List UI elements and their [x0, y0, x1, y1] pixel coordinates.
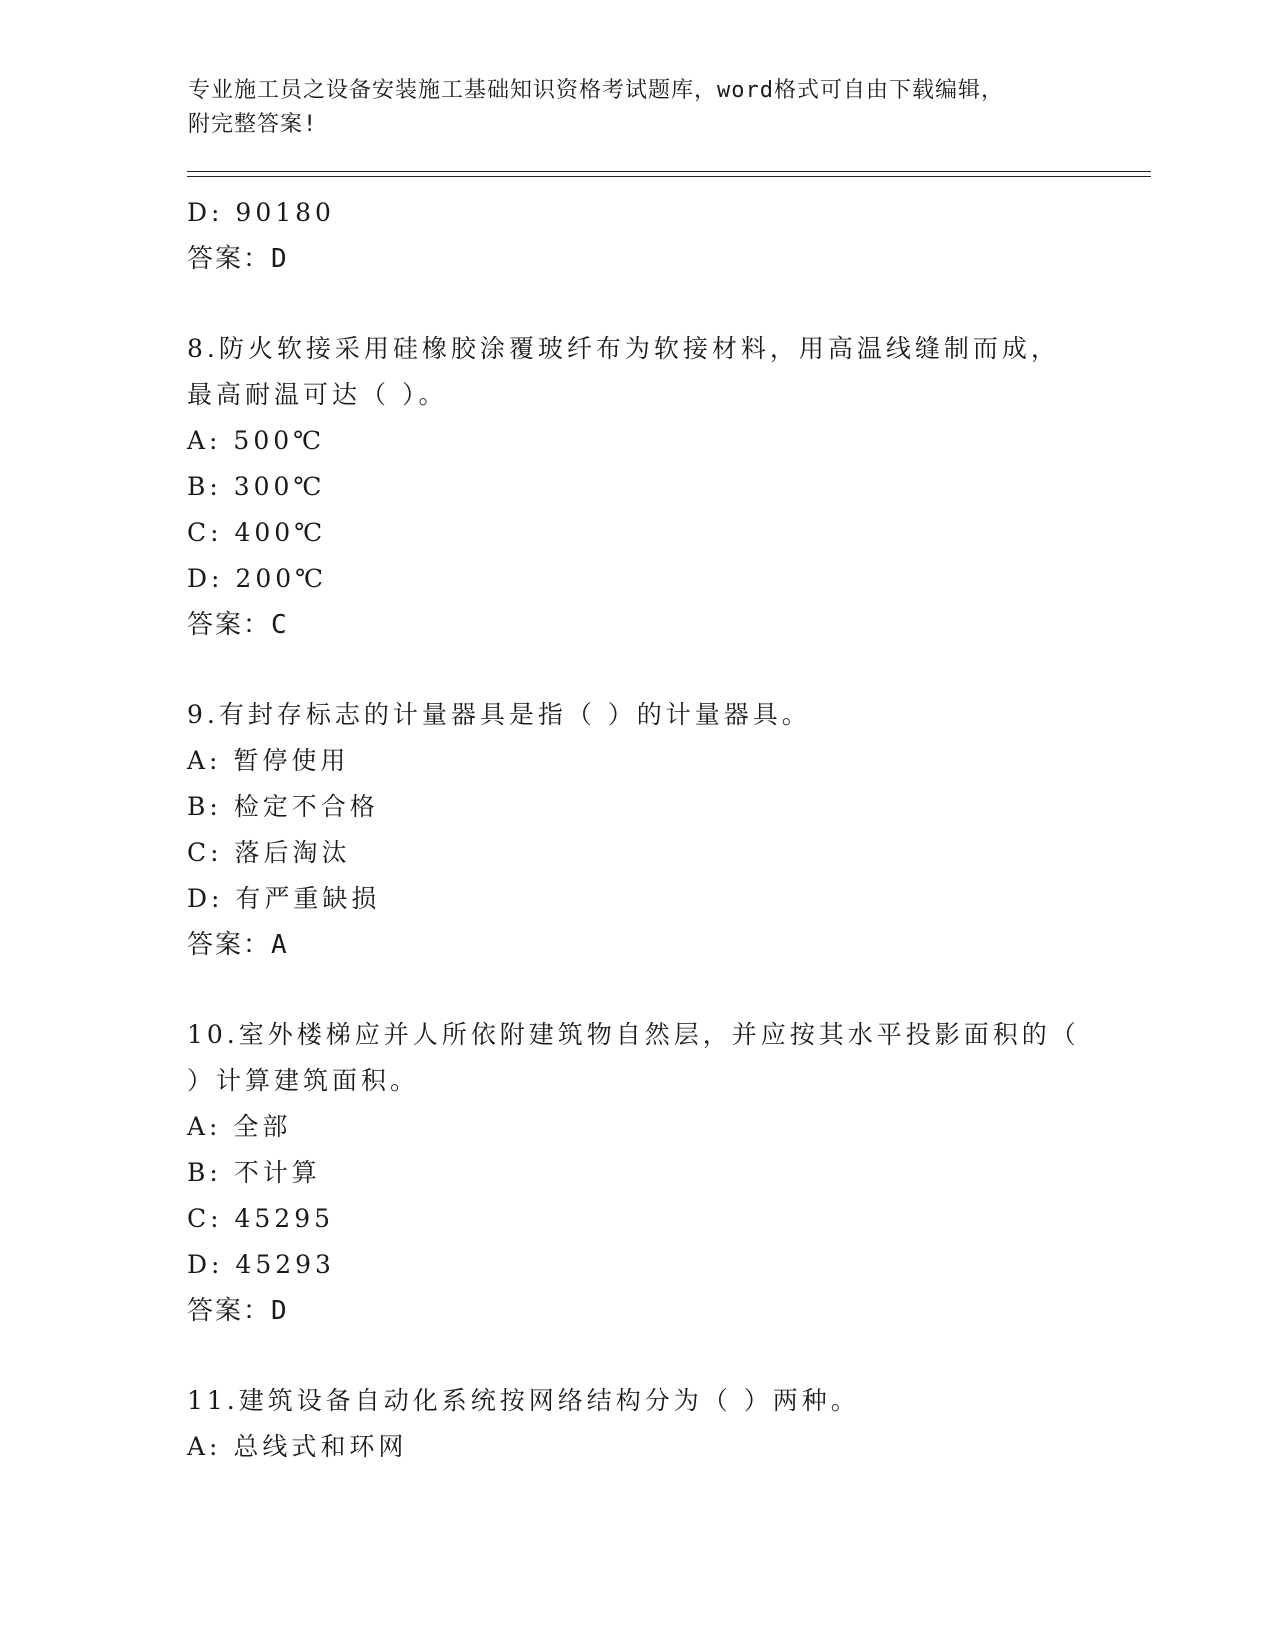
option-d: D: 90180 — [187, 198, 335, 227]
option-b: B: 检定不合格 — [187, 792, 379, 821]
answer: 答案：C — [187, 610, 289, 640]
answer: 答案：A — [187, 930, 289, 960]
header-rule-top — [187, 171, 1151, 172]
option-d: D: 有严重缺损 — [187, 884, 381, 913]
option-c: C: 落后淘汰 — [187, 838, 351, 867]
answer: 答案：D — [187, 244, 289, 274]
header-line-2: 附完整答案! — [188, 112, 318, 137]
question-text-line-2: ）计算建筑面积。 — [187, 1066, 420, 1095]
question-block-9 — [187, 692, 1147, 968]
option-a: A: 500℃ — [187, 426, 326, 455]
answer: 答案：D — [187, 1296, 289, 1326]
question-text-line-1: 8.防火软接采用硅橡胶涂覆玻纤布为软接材料，用高温线缝制而成， — [187, 334, 1060, 363]
question-text-line-2: 最高耐温可达（ ）。 — [187, 380, 448, 409]
option-a: A: 全部 — [187, 1112, 292, 1141]
question-text-line-1: 11.建筑设备自动化系统按网络结构分为（ ）两种。 — [187, 1386, 860, 1415]
option-b: B: 不计算 — [187, 1158, 321, 1187]
question-list — [187, 190, 1147, 1470]
option-a: A: 暂停使用 — [187, 746, 350, 775]
question-block-10 — [187, 1012, 1147, 1334]
question-text-line-1: 9.有封存标志的计量器具是指（ ）的计量器具。 — [187, 700, 811, 729]
question-block-8 — [187, 326, 1147, 648]
page-header — [188, 74, 1088, 142]
header-line-1: 专业施工员之设备安装施工基础知识资格考试题库，word格式可自由下载编辑， — [188, 78, 1004, 103]
question-block-prev — [187, 190, 1147, 282]
header-rule-bottom — [187, 176, 1151, 177]
option-d: D: 200℃ — [187, 564, 328, 593]
option-b: B: 300℃ — [187, 472, 326, 501]
option-c: C: 400℃ — [187, 518, 327, 547]
question-block-11 — [187, 1378, 1147, 1470]
option-a: A: 总线式和环网 — [187, 1432, 408, 1461]
question-text-line-1: 10.室外楼梯应并人所依附建筑物自然层，并应按其水平投影面积的（ — [187, 1020, 1080, 1049]
option-d: D: 45293 — [187, 1250, 335, 1279]
option-c: C: 45295 — [187, 1204, 335, 1233]
